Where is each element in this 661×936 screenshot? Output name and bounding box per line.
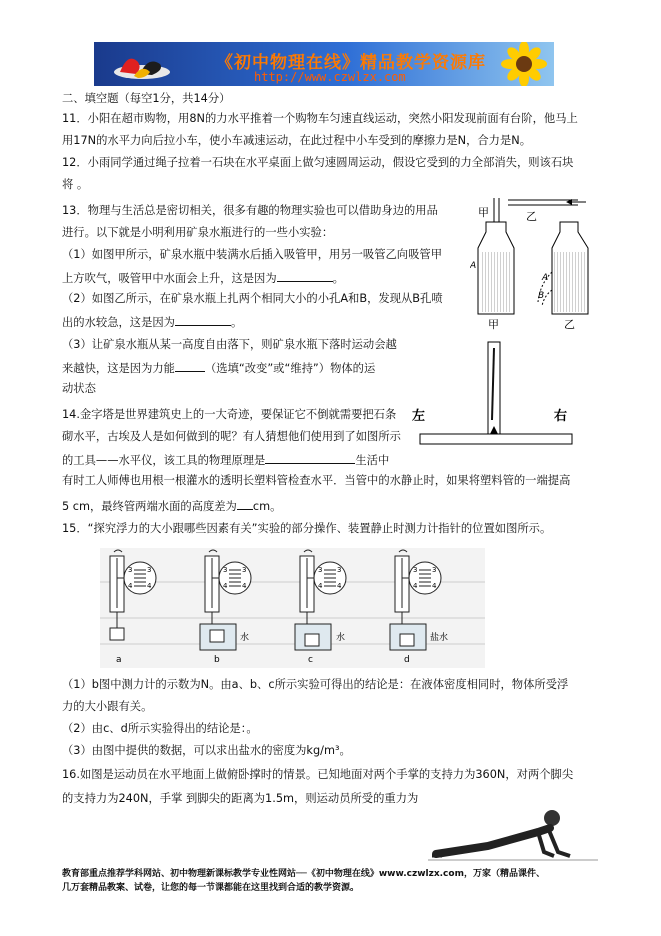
fig-label-jia-top: 甲 [478,206,489,219]
q13-line6-text: 出的水较急，这是因为 [62,316,175,329]
banner-url[interactable]: http://www.czwlzx.com [254,70,406,84]
q13-line2: 进行。以下就是小明利用矿泉水瓶进行的一些小实验： [62,226,334,239]
footer-line1: 教育部重点推荐学科网站、初中物理新课标教学专业性网站──《初中物理在线》www.czwlzx.com，万家（精品课件、 [62,869,545,879]
beaker-c [295,624,331,650]
svg-text:3: 3 [147,566,152,574]
banner-title: 《初中物理在线》精品教学资源库 [216,53,486,73]
q14-line5-text: 5 cm，最终管两端水面的高度差为 [62,500,237,513]
fig-label-jia-bottom: 甲 [488,318,499,331]
level-label-left: 左 [412,409,426,424]
fig-label-b: B [538,291,545,301]
q15-part1-line1: （1）b图中测力计的示数为N。由a、b、c所示实验可得出的结论是：在液体密度相同时，物体所受浮 [62,678,569,691]
fig-label-yi-bottom: 乙 [564,318,575,331]
q14-line5: 5 cm，最终管两端水面的高度差为 cm。 [62,500,282,513]
q16-line2: 的支持力为240N，手掌 到脚尖的距离为1.5m，则运动员所受的重力为 [62,792,419,805]
answer-blank[interactable] [277,270,333,282]
answer-blank[interactable] [265,452,355,464]
fig-label-yi-top: 乙 [526,210,537,223]
fig15-label-b: b [214,655,220,665]
answer-blank[interactable] [175,360,205,372]
q15-line1: 15．“探究浮力的大小跟哪些因素有关”实验的部分操作、装置静止时测力计指针的位置如图所示。 [62,522,552,535]
q14-line4: 有时工人师傅也用根一根灌水的透明长塑料管检查水平．当管中的水静止时，如果将塑料管的一端提高 [62,474,571,487]
svg-text:4: 4 [147,582,152,590]
answer-blank[interactable] [175,314,231,326]
q11-line1: 11．小阳在超市购物，用8N的力水平推着一个购物车匀速直线运动，突然小阳发现前面有台阶，他马上 [62,112,578,125]
level-label-right: 右 [554,409,568,424]
q16-line1: 16.如图是运动员在水平地面上做俯卧撑时的情景。已知地面对两个手掌的支持力为360N，对两个脚尖 [62,768,574,781]
svg-text:4: 4 [128,582,133,590]
label-water-c: 水 [336,633,346,643]
q15-part1-line2: 力的大小跟有关。 [62,700,153,713]
q13-line3: （1）如图甲所示，矿泉水瓶中装满水后插入吸管甲，用另一吸管乙向吸管甲 [62,248,442,261]
svg-text:3: 3 [128,566,133,574]
q14-line1: 14.金字塔是世界建筑史上的一大奇迹，要保证它不倒就需要把石条 [62,408,397,421]
athlete-head [544,810,560,826]
fig-label-a2: A [542,273,549,283]
label-salt-water: 盐水 [430,633,449,643]
footer-line2: 几万套精品教案、试卷，让您的每一节课都能在这里找到合适的教学资源。 [62,883,360,893]
fig15-label-c: c [308,655,313,665]
buoyancy-experiment-figure [100,548,485,668]
q13-line9: 动状态 [62,382,96,395]
q11-line2: 用17N的水平力向后拉小车，使小车减速运动，在此过程中小车受到的摩擦力是N，合力是N。 [62,134,532,147]
pushup-athlete-figure [428,804,598,870]
q15-part3: （3）由图中提供的数据，可以求出盐水的密度为kg/m³。 [62,744,351,757]
bottle-experiment-figure [470,192,595,332]
q13-line4-text: 上方吹气，吸管甲中水面会上升，这是因为 [62,272,277,285]
q14-line3-text: 的工具——水平仪，该工具的物理原理是 [62,454,266,467]
level-tool-figure [410,340,575,450]
q15-part2: （2）由c、d所示实验得出的结论是：。 [62,722,258,735]
q14-line3: 的工具——水平仪，该工具的物理原理是 生活中 [62,454,390,467]
beaker-b [200,624,236,650]
fig-label-a: A [470,261,477,271]
site-logo-icon [112,48,172,82]
section-title: 二、填空题（每空1分，共14分） [62,92,231,105]
q13-line4: 上方吹气，吸管甲中水面会上升，这是因为 。 [62,272,344,285]
q13-line6: 出的水较急，这是因为 。 [62,316,243,329]
fig15-label-a: a [116,655,122,665]
q14-line2: 砌水平，古埃及人是如何做到的呢？有人猜想他们使用到了如图所示 [62,430,401,443]
q13-line8-text: 来越快，这是因为力能 [62,362,175,375]
answer-blank[interactable] [237,498,253,510]
level-base [420,434,572,444]
beaker-d [390,624,426,650]
q13-line8: 来越快，这是因为力能 （选填“改变”或“维持”）物体的运 [62,362,376,375]
fig15-label-d: d [404,655,410,665]
sunflower-icon [494,42,554,86]
q13-line5: （2）如图乙所示，在矿泉水瓶上扎两个相同大小的小孔A和B，发现从B孔喷 [62,292,443,305]
label-water-b: 水 [240,633,250,643]
q13-line1: 13．物理与生活总是密切相关，很多有趣的物理实验也可以借助身边的用品 [62,204,438,217]
q12-line1: 12．小雨同学通过绳子拉着一石块在水平桌面上做匀速圆周运动，假设它受到的力全部消失，则该石块 [62,156,574,169]
q13-line7: （3）让矿泉水瓶从某一高度自由落下，则矿泉水瓶下落时运动会越 [62,338,397,351]
q12-line2: 将 。 [62,178,89,191]
site-banner [94,42,554,86]
